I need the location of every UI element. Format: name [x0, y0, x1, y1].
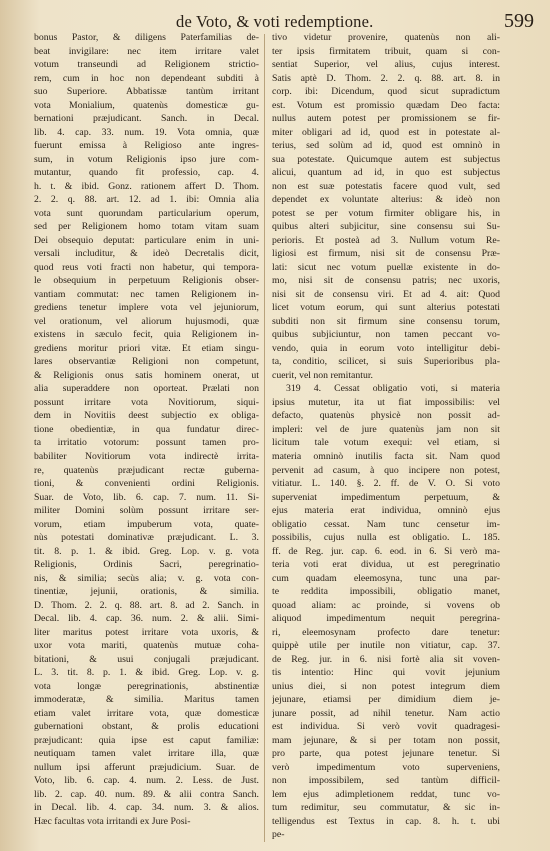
running-head: de Voto, & voti redemptione.: [176, 12, 374, 31]
text-line: potest se per votum firmiter obligare his, in: [272, 207, 500, 219]
text-line: re, quatenùs præjudicant rectæ guberna-: [34, 464, 259, 476]
text-line: tis intentio: Hinc qui vovit jejunium: [272, 667, 500, 679]
text-line: præjudicant: quia ipse est caput familiæ:: [34, 734, 259, 746]
text-line: militer Domini solùm possunt irritare ser-: [34, 505, 259, 517]
text-line: non impossibilem, sed tantùm difficil-: [272, 775, 500, 787]
text-line: telligendus est Textus in cap. 8. h. t. ubi: [272, 815, 500, 827]
text-line: 319 4. Cessat obligatio voti, si materia: [286, 383, 500, 395]
text-line: vitiatur. L. 140. §. 2. ff. de V. O. Si voto: [272, 478, 500, 490]
text-line: verò impedimentum voto superveniens,: [272, 761, 500, 773]
text-line: lib. 2. cap. 40. num. 89. & alii contra Sanch.: [34, 788, 259, 800]
text-line: obligatio cessat. Nam tunc censetur im-: [272, 518, 500, 530]
text-line: miter obligari ad id, quod est in potestate al-: [272, 126, 500, 138]
text-line: uxor vota mariti, quatenùs mutuæ coha-: [34, 640, 259, 652]
text-line: nisi sit de consensu viri. Et ad 4. ait: Quod: [272, 288, 500, 300]
text-line: vel orationum, vel aliorum hujusmodi, quæ: [34, 315, 259, 327]
text-line: te reddita impossibili, obligatio manet,: [272, 586, 500, 598]
text-line: Dei obsequio deputat: particulare enim in uni-: [34, 234, 259, 246]
text-line: neutiquam tamen valet irritare illa, quæ: [34, 748, 259, 760]
text-line: liter maritus potest irritare vota uxoris, &: [34, 626, 259, 638]
text-line: impleri: vel de jure quatenùs jam non sit: [272, 423, 500, 435]
right-column: [272, 31, 500, 842]
text-line: quibus alteri subjicitur, sine consensu sui Su-: [272, 221, 500, 233]
text-line: non est suæ potestatis facere quod vult, sed: [272, 180, 500, 192]
text-line: possibilis, cujus nulla est obligatio. L. 185.: [272, 532, 500, 544]
text-line: tinentiæ, jejunii, orationis, & similia.: [34, 586, 259, 598]
text-line: tioni, & convenienti ordini Religionis.: [34, 478, 259, 490]
text-line: ta, conditio, scilicet, si suis Superioribus pla-: [272, 356, 500, 368]
text-line: vota Monialium, quatenùs domesticæ gu-: [34, 99, 259, 111]
text-line: de Reg. jur. in 6. nisi fortè alia sit voven-: [272, 653, 500, 665]
text-line: gubernationi obstant, & prolis educationi: [34, 721, 259, 733]
text-line: aliquod impedimentum nequit peregrina-: [272, 613, 500, 625]
text-line: babiliter Novitiorum vota indirectè irrita-: [34, 450, 259, 462]
column-divider: [264, 34, 265, 842]
text-line: Religionis, Ordinis Sacri, peregrinatio-: [34, 559, 259, 571]
text-line: mutantur, quando fit professio, cap. 4.: [34, 167, 259, 179]
text-line: tivo videtur provenire, quatenùs non ali-: [272, 32, 500, 43]
text-line: cuerit, vel non remitantur.: [272, 369, 373, 381]
text-line: lem ejus adimpletionem reddat, tunc vo-: [272, 788, 500, 800]
text-line: unius diei, si non potest integrum diem: [272, 680, 500, 692]
text-line: quoad aliam: ac proinde, si vovens ob: [272, 599, 500, 611]
text-line: grediens moritur priori vitæ. Et etiam singu-: [34, 342, 259, 354]
text-line: sum, in votum Religionis ipso jure com-: [34, 153, 259, 165]
text-line: 2. 2. q. 88. art. 12. ad 1. ibi: Omnia alia: [34, 194, 259, 206]
text-line: ter ipsis firmitatem tribuit, quam si con-: [272, 45, 500, 57]
text-line: licitum tale votum exequi: vel etiam, si: [272, 437, 500, 449]
text-line: nullum ipsi afferunt præjudicium. Suar. de: [34, 761, 259, 773]
text-line: lati: sicut nec votum puellæ existente in do-: [272, 261, 500, 273]
text-line: rem, cum in hoc non dependeant subditi à: [34, 72, 259, 84]
text-line: teria voti erat dividua, ut est peregrinatio: [272, 559, 500, 571]
text-line: alicui, quantum ad id, in quo est subjectus: [272, 167, 500, 179]
text-line: lib. 4. cap. 33. num. 19. Vota omnia, quæ: [34, 126, 259, 138]
text-line: nis, & similia; secùs alia; v. g. vota con-: [34, 572, 259, 584]
text-line: fuerunt emissa à Religioso ante ingres-: [34, 140, 259, 152]
text-line: pervenit ad casum, à quo incipere non potest,: [272, 464, 500, 476]
text-line: subditi non sit firmum sine consensu torum,: [272, 315, 500, 327]
text-line: ipsius mutetur, ita ut fiat impossibilis: vel: [272, 396, 500, 408]
text-line: Hæc facultas vota irritandi ex Jure Posi-: [34, 815, 191, 827]
text-line: Suar. de Voto, lib. 6. cap. 7. num. 11. Si-: [34, 491, 259, 503]
text-line: h. t. & ibid. Gonz. rationem affert D. Thom.: [34, 180, 259, 192]
text-line: terius, sed solùm ad id, quod est omninò in: [272, 140, 500, 152]
text-line: immoderatæ, & similia. Maritus tamen: [34, 694, 259, 706]
text-line: dependet ex voluntate alterius: & ideò non: [272, 194, 500, 206]
text-line: ff. de Reg. jur. cap. 6. eod. in 6. Si verò ma-: [272, 545, 500, 557]
text-line: jejunare, etiamsi per dimidium diem je-: [272, 694, 500, 706]
text-line: tum redimitur, seu commutatur, & sic in-: [272, 802, 500, 814]
text-line: ligiosi est firmum, nisi sit de consensu Præ-: [272, 248, 500, 260]
text-line: nullus autem potest per promissionem se fir-: [272, 113, 500, 125]
text-line: bonus Pastor, & diligens Paterfamilias de-: [34, 32, 259, 43]
text-line: lares observantiæ Religioni non competunt,: [34, 356, 259, 368]
text-line: etiam valet irritare vota, quæ domesticæ: [34, 707, 259, 719]
text-line: ta irritatio votorum: possunt tamen pro-: [34, 437, 259, 449]
text-line: pro parte, qua potest jejunare tenetur. Si: [272, 748, 500, 760]
text-line: est. Votum est promissio quædam Deo facta:: [272, 99, 500, 111]
text-line: votum transeundi ad Religionem strictio-: [34, 59, 259, 71]
text-line: perioris. Et posteà ad 3. Nullum votum Re-: [272, 234, 500, 246]
text-line: bernationi præjudicant. Sanch. in Decal.: [34, 113, 259, 125]
text-line: superveniat impedimentum perpetuum, &: [272, 491, 500, 503]
text-line: materia omninò inutilis facta sit. Nam quod: [272, 450, 500, 462]
text-line: dem in Novitiis deest subjectio ex obliga-: [34, 410, 259, 422]
text-line: ri, eleemosynam profecto dare tenetur:: [272, 626, 500, 638]
text-line: bitationi, & usui conjugali præjudicant.: [34, 653, 259, 665]
text-line: mam jejunare, & si per totam non possit,: [272, 734, 500, 746]
text-line: vendo, quia in eorum voto intelligitur debi-: [272, 342, 500, 354]
text-line: alia superaddere non oporteat. Prælati non: [34, 383, 259, 395]
text-line: defacto, quatenùs physicè non possit ad-: [272, 410, 500, 422]
text-line: junare possit, ad nihil tenetur. Nam actio: [272, 707, 500, 719]
text-line: vantiam commutat: nec tamen Religionem in-: [34, 288, 259, 300]
text-line: quod reus voti fracti non habetur, qui tempora-: [34, 261, 259, 273]
text-line: tione obedientiæ, in qua fundatur direc-: [34, 423, 259, 435]
text-line: le obsequium in perpetuum Religionis obser-: [34, 275, 259, 287]
text-line: corp. ibi: Dicendum, quod sicut supradictum: [272, 86, 500, 98]
text-line: pe-: [272, 829, 285, 841]
text-line: & Religionis onus satis hominem onerat, ut: [34, 369, 259, 381]
text-line: D. Thom. 2. 2. q. 88. art. 8. ad 2. Sanch. in: [34, 599, 259, 611]
text-line: versali includitur, & ideò Decretalis dicit,: [34, 248, 259, 260]
page-number: 599: [504, 10, 534, 32]
text-line: mo, nisi sit de consensu patris; nec uxoris,: [272, 275, 500, 287]
text-line: Decal. lib. 4. cap. 36. num. 2. & alii. Simi-: [34, 613, 259, 625]
text-line: tit. 8. p. 1. & ibid. Greg. Lop. v. g. vota: [34, 545, 259, 557]
text-line: quippè utile per inutile non vitiatur, cap. 37.: [272, 640, 500, 652]
text-line: vota sunt quorundam particularium operum,: [34, 207, 259, 219]
text-line: in Decal. lib. 4. cap. 34. num. 3. & alios.: [34, 802, 259, 814]
text-line: quibus subjiciuntur, non tamen peccant vo-: [272, 329, 500, 341]
left-column: [34, 31, 259, 828]
text-line: grediens tenetur implere vota vel jejuniorum,: [34, 302, 259, 314]
text-line: cum quadam eleemosyna, tunc una par-: [272, 572, 500, 584]
text-line: sua potestate. Quicumque autem est subjectus: [272, 153, 500, 165]
text-line: nùs potestati dominativæ præjudicant. L. 3.: [34, 532, 259, 544]
text-line: sentiat Superior, vel alius, cujus interest.: [272, 59, 500, 71]
text-line: vota longæ peregrinationis, abstinentiæ: [34, 680, 259, 692]
text-line: possunt irritare vota Novitiorum, siqui-: [34, 396, 259, 408]
text-line: suo Superiore. Abbatissæ tantùm irritant: [34, 86, 259, 98]
text-line: sed per Religionem homo totam vitam suam: [34, 221, 259, 233]
text-line: licet votum eorum, qui sunt alterius potestati: [272, 302, 500, 314]
text-line: vorum, etiam impuberum vota, quate-: [34, 518, 259, 530]
text-line: beat invigilare: nec item irritare valet: [34, 45, 259, 57]
text-line: ejus materia erat individua, omninò ejus: [272, 505, 500, 517]
text-line: est individua. Si verò vovit quadragesi-: [272, 721, 500, 733]
text-line: Satis aptè D. Thom. 2. 2. q. 88. art. 8. in: [272, 72, 500, 84]
text-line: Voto, lib. 6. cap. 4. num. 2. Less. de Just.: [34, 775, 259, 787]
text-line: existens in sæculo fecit, quia Religionem in-: [34, 329, 259, 341]
text-line: L. 3. tit. 8. p. 1. & ibid. Greg. Lop. v. g.: [34, 667, 259, 679]
